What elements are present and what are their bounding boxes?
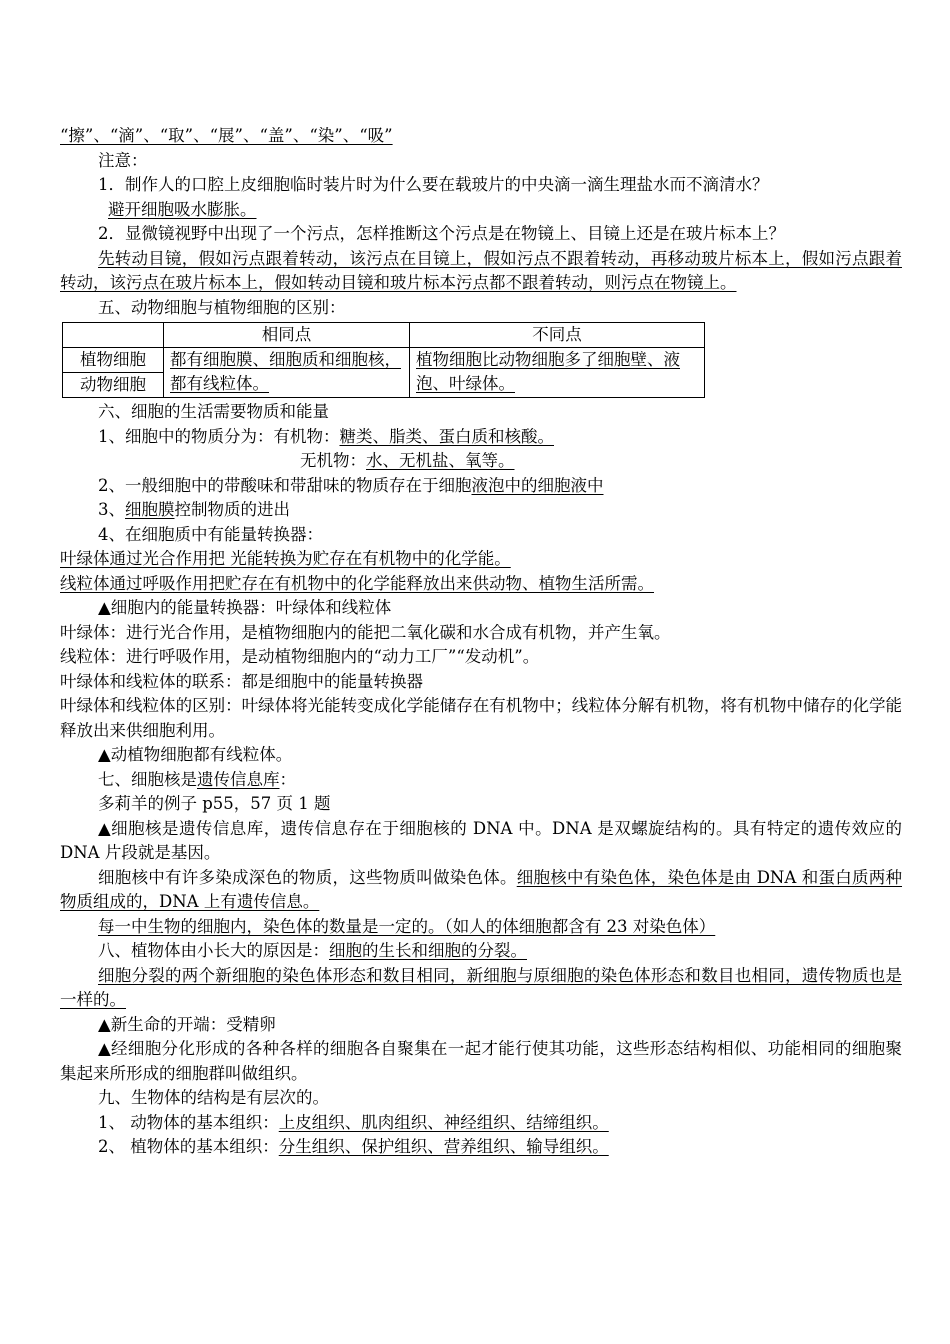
document-page bbox=[60, 124, 902, 1160]
s6-4-chloroplast: 叶绿体通过光合作用把 光能转换为贮存在有机物中的化学能。 bbox=[60, 549, 511, 568]
table-row bbox=[63, 348, 705, 373]
nucleus-note: ▲细胞核是遗传信息库，遗传信息存在于细胞核的 DNA 中。DNA 是双螺旋结构的。具有特定的遗传效应的 DNA 片段就是基因。 bbox=[60, 818, 902, 862]
header-diff: 不同点 bbox=[410, 323, 705, 348]
cell-comparison-table bbox=[62, 322, 705, 398]
s6-1-inorganic-label: 无机物： bbox=[300, 451, 366, 470]
difference: 叶绿体和线粒体的区别：叶绿体将光能转变成化学能储存在有机物中；线粒体分解有机物，将有机物中储存的化学能释放出来供细胞利用。 bbox=[60, 696, 902, 740]
sec7-suffix: ： bbox=[279, 769, 296, 789]
sec7-answer: 遗传信息库 bbox=[197, 769, 280, 789]
s6-1-inorganic: 水、无机盐、氧等。 bbox=[366, 451, 515, 470]
note-label: 注意： bbox=[98, 150, 148, 170]
row-plant-cell: 植物细胞 bbox=[63, 348, 164, 373]
tissue-note: ▲经细胞分化形成的各种各样的细胞各自聚集在一起才能行使其功能，这些形态结构相似、功能相同的细胞聚集起来所形成的细胞群叫做组织。 bbox=[60, 1039, 902, 1083]
diff-text: 植物细胞比动物细胞多了细胞壁、液泡、叶绿体。 bbox=[416, 350, 680, 393]
relation: 叶绿体和线粒体的联系：都是细胞中的能量转换器 bbox=[60, 671, 423, 691]
note2-answer: 先转动目镜，假如污点跟着转动，该污点在目镜上，假如污点不跟着转动，再移动玻片标本上，假如污点跟着转动，该污点在玻片标本上，假如转动目镜和玻片标本污点都不跟着转动，则污点在物镜上。 bbox=[60, 248, 902, 292]
s6-2-answer: 液泡中的细胞液中 bbox=[471, 475, 604, 495]
section6-title: 六、细胞的生活需要物质和能量 bbox=[98, 402, 329, 421]
section5-title: 五、动物细胞与植物细胞的区别： bbox=[98, 297, 346, 317]
s6-3-suffix: 控制物质的进出 bbox=[174, 500, 290, 519]
s9-1-prefix: 1、 动物体的基本组织： bbox=[98, 1112, 279, 1132]
s9-2-answer: 分生组织、保护组织、营养组织、输导组织。 bbox=[278, 1137, 609, 1156]
s6-1-prefix: 1、细胞中的物质分为：有机物： bbox=[98, 426, 340, 446]
steps-keywords: “擦”、“滴”、“取”、“展”、“盖”、“染”、“吸” bbox=[60, 126, 393, 145]
note1-answer: 避开细胞吸水膨胀。 bbox=[108, 199, 257, 219]
dolly-example: 多莉羊的例子 p55，57 页 1 题 bbox=[98, 794, 331, 813]
s6-2-prefix: 2、一般细胞中的带酸味和带甜味的物质存在于细胞 bbox=[98, 475, 472, 495]
note2-question: 2．显微镜视野中出现了一个污点，怎样推断这个污点是在物镜上、目镜上还是在玻片标本上？ bbox=[98, 224, 785, 243]
chromosome-underlined: 细胞核中有染色体，染色体是由 DNA 和蛋白质两种物质组成的，DNA 上有遗传信息。 bbox=[60, 867, 903, 911]
new-life-note: ▲新生命的开端：受精卵 bbox=[98, 1014, 276, 1034]
note1-question: 1．制作人的口腔上皮细胞临时装片时为什么要在载玻片的中央滴一滴生理盐水而不滴清水？ bbox=[98, 175, 769, 194]
s9-2-prefix: 2、 植物体的基本组织： bbox=[98, 1137, 279, 1156]
mito-note: ▲动植物细胞都有线粒体。 bbox=[98, 745, 293, 764]
s9-1-answer: 上皮组织、肌肉组织、神经组织、结缔组织。 bbox=[278, 1112, 609, 1132]
diff-cell bbox=[410, 348, 705, 398]
sec8-prefix: 八、植物体由小长大的原因是： bbox=[98, 941, 329, 960]
division-note: 细胞分裂的两个新细胞的染色体形态和数目相同，新细胞与原细胞的染色体形态和数目也相同，遗传物质也是一样的。 bbox=[60, 965, 902, 1009]
s6-4: 4、在细胞质中有能量转换器： bbox=[98, 524, 323, 544]
section9-title: 九、生物体的结构是有层次的。 bbox=[98, 1088, 329, 1107]
chromosome-plain: 细胞核中有许多染成深色的物质，这些物质叫做染色体。 bbox=[98, 867, 517, 887]
s6-4-mitochondria: 线粒体通过呼吸作用把贮存在有机物中的化学能释放出来供动物、植物生活所需。 bbox=[60, 573, 654, 593]
chloroplast-desc: 叶绿体：进行光合作用，是植物细胞内的能把二氧化碳和水合成有机物，并产生氧。 bbox=[60, 622, 671, 642]
same-cell bbox=[164, 348, 410, 398]
table-corner-cell bbox=[63, 323, 164, 348]
sec7-prefix: 七、细胞核是 bbox=[98, 769, 197, 789]
header-same: 相同点 bbox=[164, 323, 410, 348]
table-header-row bbox=[63, 323, 705, 348]
mitochondria-desc: 线粒体：进行呼吸作用，是动植物细胞内的“动力工厂”“发动机”。 bbox=[60, 647, 540, 666]
same-text: 都有细胞膜、细胞质和细胞核，都有线粒体。 bbox=[170, 350, 401, 393]
row-animal-cell: 动物细胞 bbox=[63, 373, 164, 398]
chromosome-count: 每一中生物的细胞内，染色体的数量是一定的。（如人的体细胞都含有 23 对染色体） bbox=[98, 916, 716, 936]
s6-3-prefix: 3、 bbox=[98, 500, 125, 519]
sec8-answer: 细胞的生长和细胞的分裂。 bbox=[329, 941, 527, 960]
energy-converters: ▲细胞内的能量转换器：叶绿体和线粒体 bbox=[98, 598, 392, 617]
s6-3-answer: 细胞膜 bbox=[125, 500, 175, 519]
s6-1-organic: 糖类、脂类、蛋白质和核酸。 bbox=[339, 426, 554, 446]
